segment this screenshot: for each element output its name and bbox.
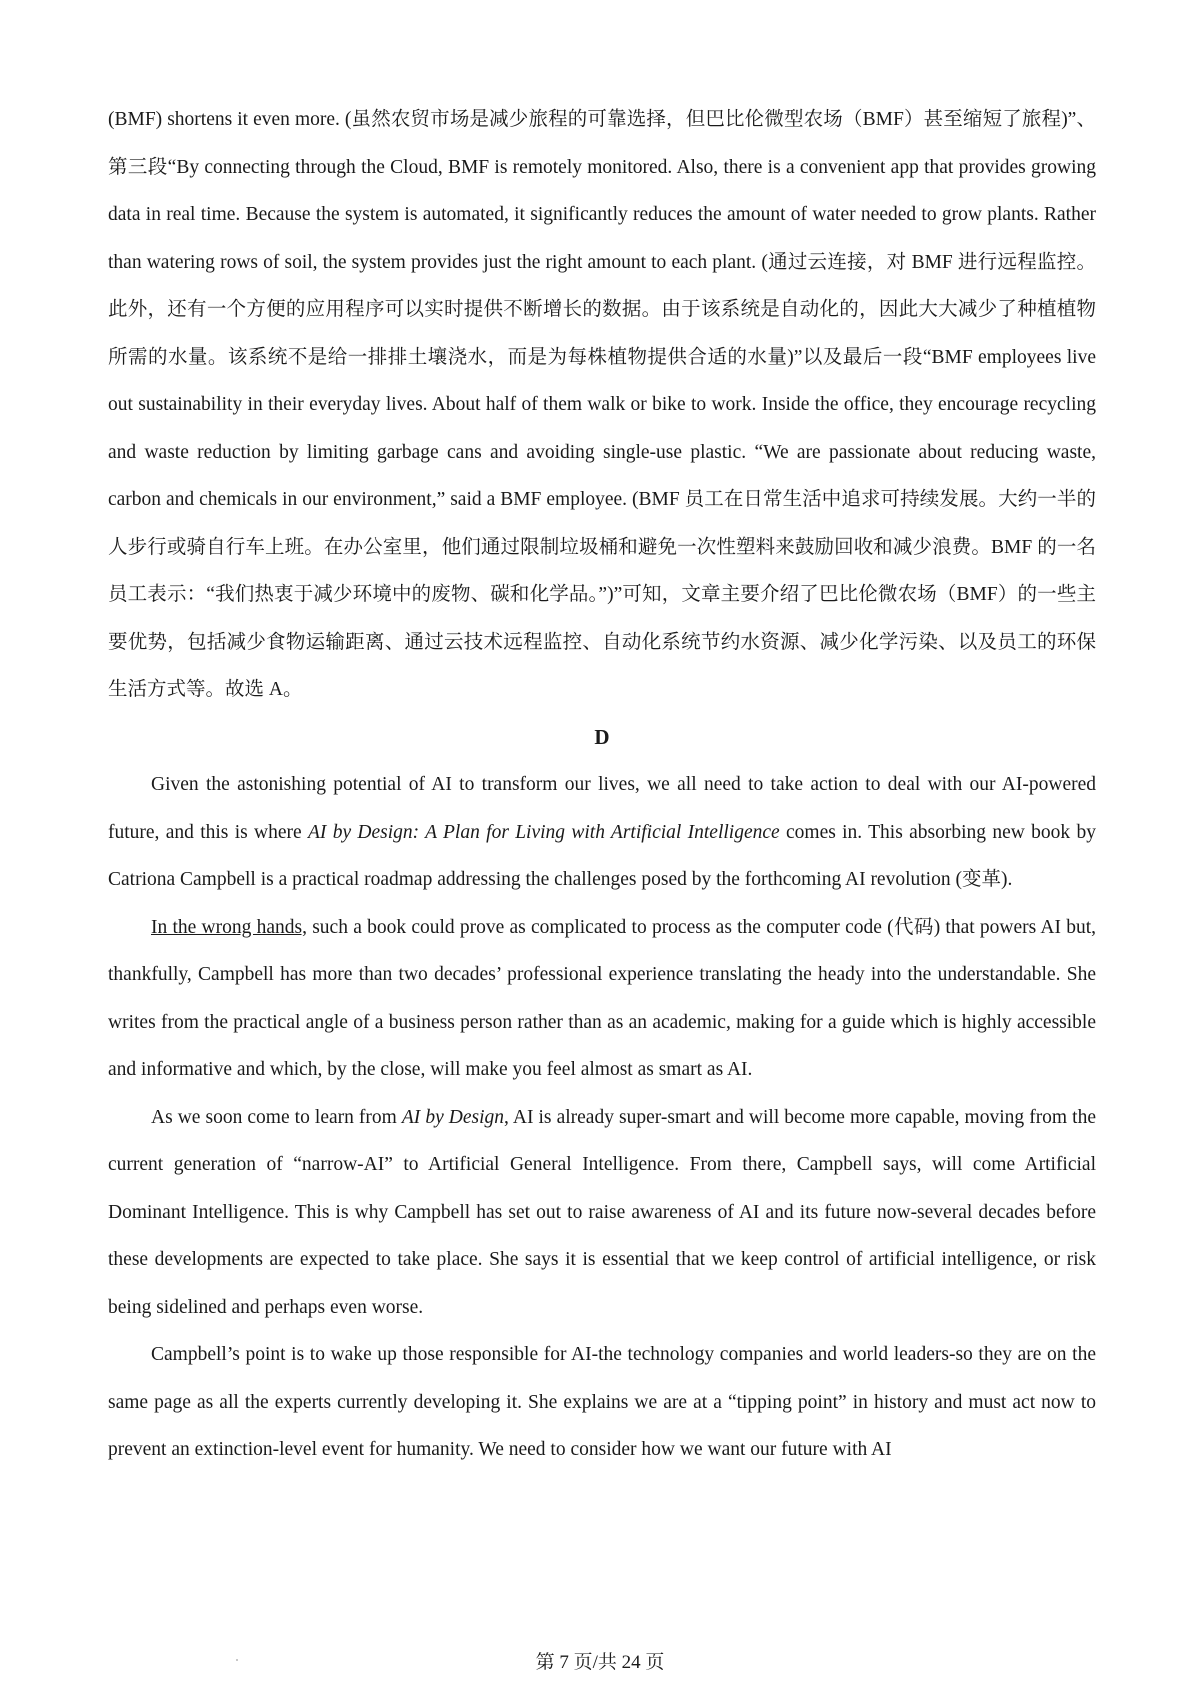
passage-paragraph-3	[108, 1094, 1096, 1332]
passage-paragraph-4	[108, 1331, 1096, 1474]
paragraph-2-rest: such a book could prove as complicated to process as the computer code (代码) that powers AI but, thankfully, Campbell has more than two decades’ professional experience translating the heady into the understandable. She writes from the practical angle of a business person rather than as an academic, making for a guide which is highly accessible and informative and which, by the close, will make you feel almost as smart as AI.	[108, 916, 1096, 1080]
paragraph-3-rest: , AI is already super-smart and will become more capable, moving from the current generation of “narrow-AI” to Artificial General Intelligence. From there, Campbell says, will come Artificial Dominant Intelligence. This is why Campbell has set out to raise awareness of AI and its future now-several decades before these developments are expected to take place. She says it is essential that we keep control of artificial intelligence, or risk being sidelined and perhaps even worse.	[108, 1106, 1096, 1318]
passage-paragraph-1	[108, 761, 1096, 904]
page-content	[108, 96, 1096, 1474]
underlined-phrase: In the wrong hands,	[151, 916, 307, 938]
book-title-short: AI by Design	[401, 1106, 505, 1128]
passage-paragraph-2	[108, 904, 1096, 1094]
paragraph-1-rest: comes in. This absorbing new book by Catriona Campbell is a practical roadmap addressing the challenges posed by the forthcoming AI revolution (变革).	[108, 821, 1096, 890]
section-title: D	[594, 724, 610, 749]
paragraph-1-intro: Given the astonishing potential of AI to transform our lives, we all need to take action to deal with our AI-powered future, and this is where	[108, 774, 1096, 843]
paragraph-3-intro: As we soon come to learn from	[151, 1106, 402, 1128]
paragraph-4-text: Campbell’s point is to wake up those responsible for AI-the technology companies and world leaders-so they are on the same page as all the experts currently developing it. She explains we are at a “tipping point” in history and must act now to prevent an extinction-level event for humanity. We need to consider how we want our future with AI	[108, 1344, 1096, 1460]
answer-explanation-continuation	[108, 96, 1096, 714]
continuation-text: (BMF) shortens it even more. (虽然农贸市场是减少旅程的可靠选择，但巴比伦微型农场（BMF）甚至缩短了旅程)”、第三段“By connecting through the Cloud, BMF is remotely monitored. Also, there is a convenient app that provides growing data in real time. Because the system is automated, it significantly reduces the amount of water needed to grow plants. Rather than watering rows of soil, the system provides just the right amount to each plant. (通过云连接，对 BMF 进行远程监控。此外，还有一个方便的应用程序可以实时提供不断增长的数据。由于该系统是自动化的，因此大大减少了种植植物所需的水量。该系统不是给一排排土壤浇水，而是为每株植物提供合适的水量)”以及最后一段“BMF employees live out sustainability in their everyday lives. About half of them walk or bike to work. Inside the office, they encourage recycling and waste reduction by limiting garbage cans and avoiding single-use plastic. “We are passionate about reducing waste, carbon and chemicals in our environment,” said a BMF employee. (BMF 员工在日常生活中追求可持续发展。大约一半的人步行或骑自行车上班。在办公室里，他们通过限制垃圾桶和避免一次性塑料来鼓励回收和减少浪费。BMF 的一名员工表示：“我们热衷于减少环境中的废物、碳和化学品。”)”可知，文章主要介绍了巴比伦微农场（BMF）的一些主要优势，包括减少食物运输距离、通过云技术远程监控、自动化系统节约水资源、减少化学污染、以及员工的环保生活方式等。故选 A。	[108, 109, 1096, 700]
book-title: AI by Design: A Plan for Living with Artificial Intelligence	[307, 821, 780, 843]
page-number-footer: 第 7 页/共 24 页	[535, 1652, 665, 1673]
